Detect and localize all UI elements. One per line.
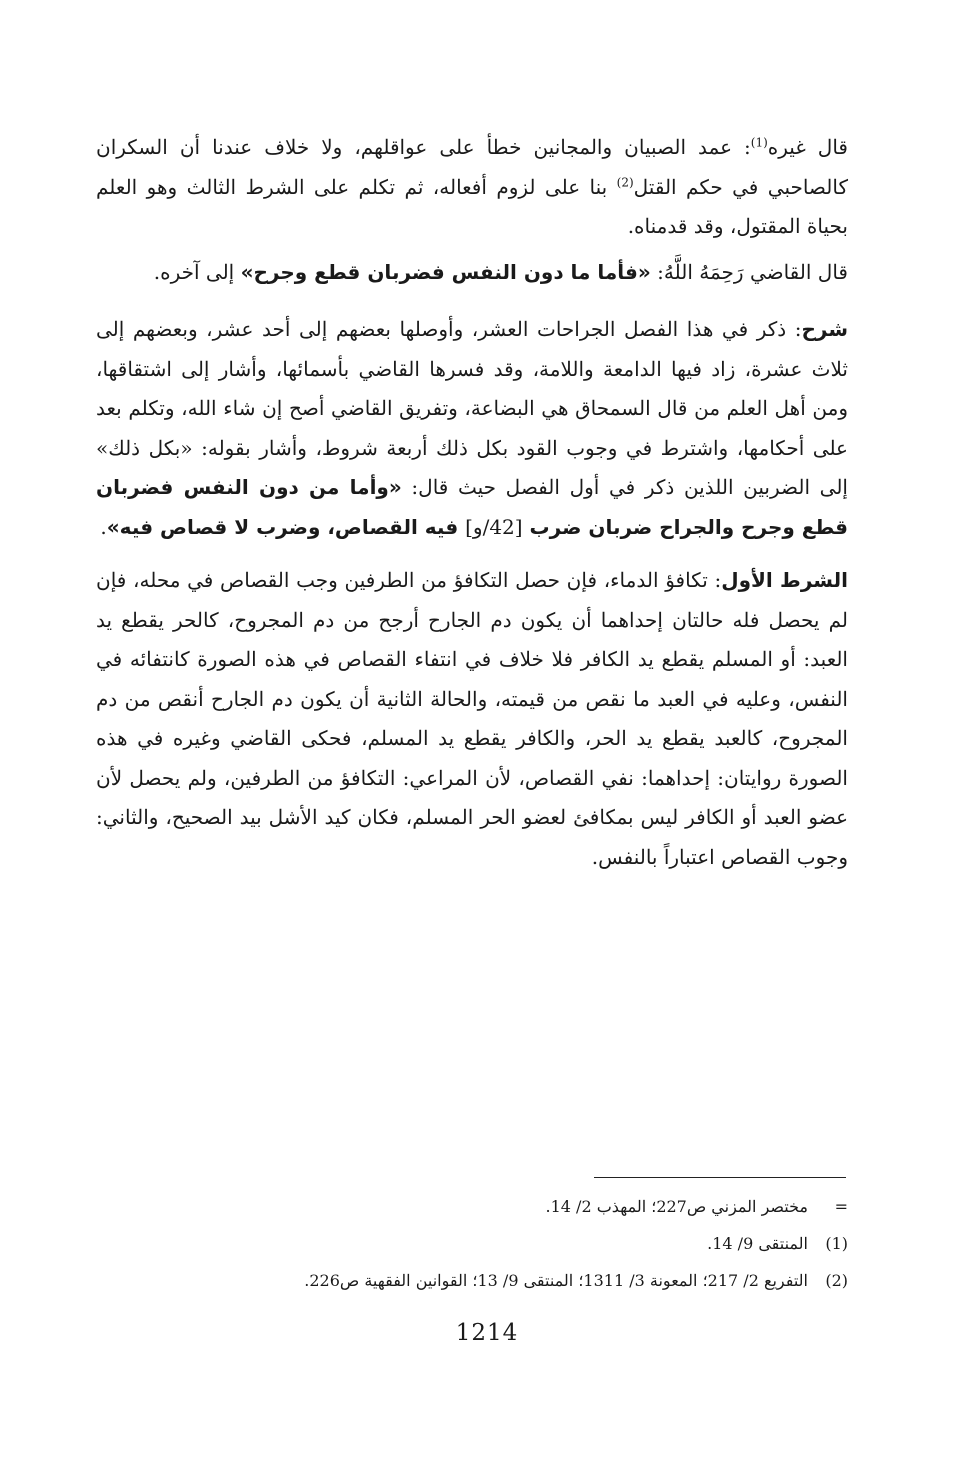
- text-run: : عمد الصبيان والمجانين خطأ على عواقلهم، ولا خلاف عندنا أن السكران كالصاحبي في حكم القتل: [96, 135, 848, 199]
- text-run: [42/و]: [465, 514, 523, 539]
- text-run: .: [100, 514, 107, 539]
- bold-text: «فأما ما دون النفس فضربان قطع وجرح»: [240, 259, 651, 284]
- main-text: [96, 128, 848, 877]
- page-number: 1214: [455, 1320, 519, 1346]
- paragraph: [96, 310, 848, 547]
- footnote-marker: =: [834, 1197, 848, 1216]
- footnote-text: المنتقى 9/ 14.: [707, 1234, 808, 1253]
- bold-text: فيه القصاص، وضرب لا قصاص فيه»: [106, 514, 466, 539]
- paragraph: [96, 253, 848, 293]
- text-run: بنا على لزوم أفعاله، ثم تكلم على الشرط الثالث وهو العلم بحياة المقتول، وقد قدمناه.: [96, 174, 848, 238]
- text-run: : ذكر في هذا الفصل الجراحات العشر، وأوصلها بعضهم إلى أحد عشر، وبعضهم إلى ثلاث عشرة، زاد فيها الدامعة واللامة، وقد فسرها القاضي بأسمائها، وأشار إلى اشتقاقها، ومن أهل العلم من قال السمحاق هي البضاعة، وتفريق القاضي أصح إن شاء الله، وتكلم بعد على أحكامها، واشترط في وجوب القود بكل ذلك أربعة شروط، وأشار بقوله: «بكل ذلك» إلى الضربين اللذين ذكر في أول الفصل حيث قال:: [96, 317, 848, 499]
- footnote: [96, 1262, 848, 1299]
- footnotes: [96, 1188, 848, 1299]
- footnote-marker: (1): [825, 1234, 848, 1253]
- footnote-reference: (2): [616, 174, 634, 189]
- bold-text: «وأما من دون النفس فضربان قطع وجرح والجراح ضربان ضرب: [96, 475, 848, 539]
- text-run: قال غيره: [767, 135, 848, 159]
- footnote: [96, 1188, 848, 1225]
- footnote-separator: [594, 1177, 846, 1178]
- footnote-marker: (2): [825, 1271, 848, 1290]
- paragraph: [96, 561, 848, 877]
- paragraph: [96, 128, 848, 247]
- text-run: قال القاضي رَحِمَهُ اللَّهُ:: [650, 259, 848, 284]
- footnote-text: مختصر المزني ص227؛ المهذب 2/ 14.: [545, 1197, 808, 1216]
- bold-text: الشرط الأول: [721, 568, 848, 592]
- text-run: : تكافؤ الدماء، فإن حصل التكافؤ من الطرفين وجب القصاص في محله، فإن لم يحصل فله حالتان إحداهما أن يكون دم الجارح أرجح من دم المجروح، كالحر يقطع يد العبد: أو المسلم يقطع يد الكافر فلا خلاف في انتفاء القصاص في هذه الصورة كانتفائه في النفس، وعليه في العبد ما نقص من قيمته، والحالة الثانية أن يكون دم الجارح أنقص من دم المجروح، كالعبد يقطع يد الحر، والكافر يقطع يد المسلم، فحكى القاضي وغيره في هذه الصورة روايتان: إحداهما: نفي القصاص، لأن المراعي: التكافؤ من الطرفين، ولم يحصل لأن عضو العبد أو الكافر ليس بمكافئ لعضو الحر المسلم، فكان كيد الأشل بيد الصحيح، والثاني: وجوب القصاص اعتباراً بالنفس.: [96, 568, 849, 869]
- footnote-reference: (1): [750, 135, 768, 150]
- footnote-text: التفريع 2/ 217؛ المعونة 3/ 1311؛ المنتقى 9/ 13؛ القوانين الفقهية ص226.: [304, 1271, 808, 1290]
- footnote: [96, 1225, 848, 1262]
- bold-text: شرح: [801, 317, 848, 341]
- text-run: إلى آخره.: [153, 259, 241, 284]
